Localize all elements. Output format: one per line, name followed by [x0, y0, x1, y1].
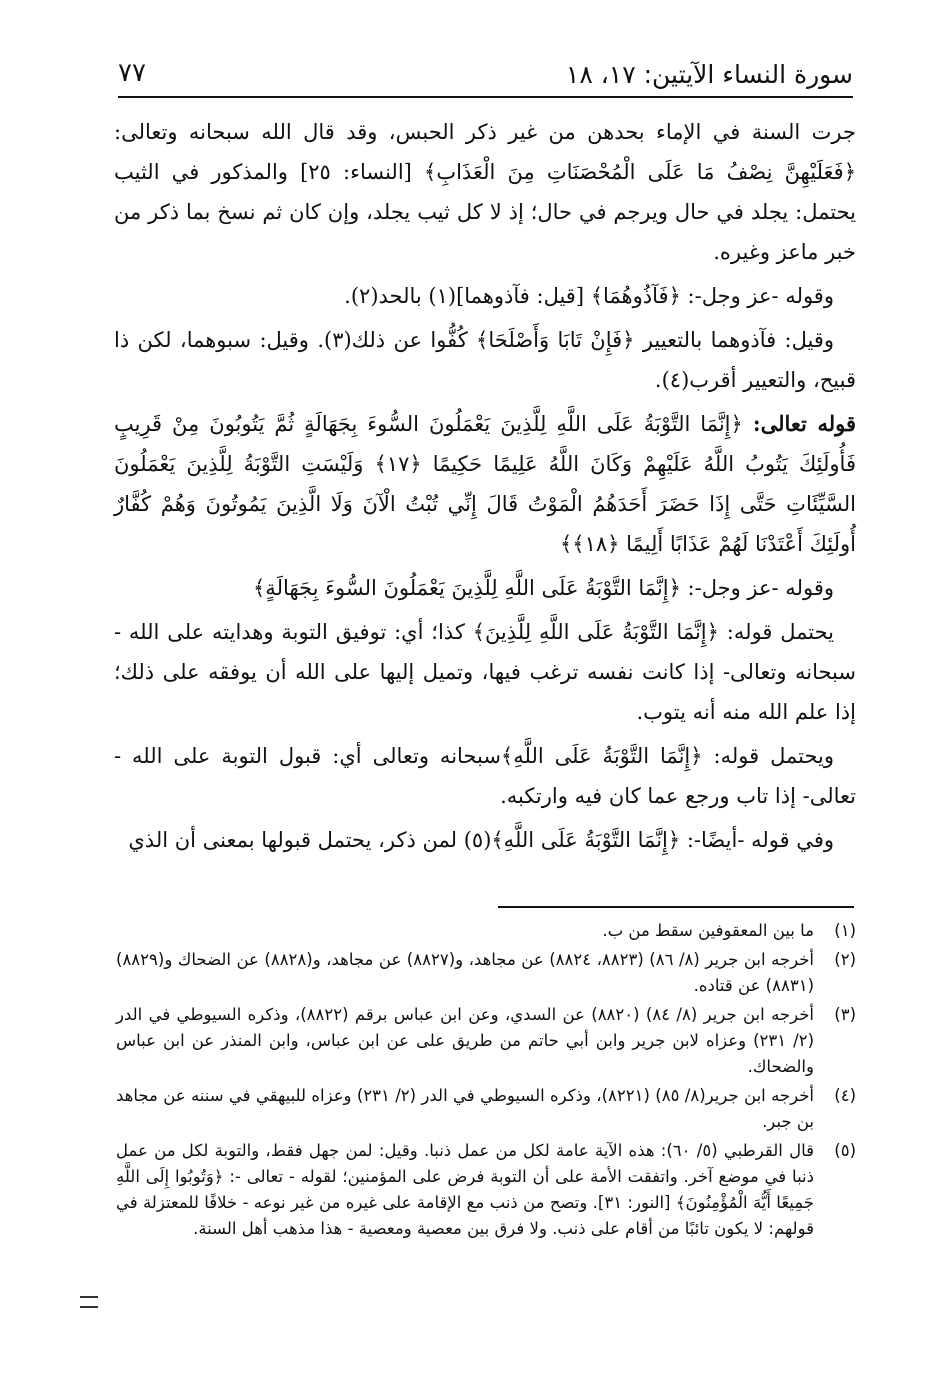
paragraph: وقيل: فآذوهما بالتعيير ﴿فَإِنْ تَابَا وَأَصْلَحَا﴾ كُفُّوا عن ذلك(٣). وقيل: سبوهما، لكن ذا قبيح، والتعيير أقرب(٤). [114, 328, 856, 392]
verse-text: ﴿إِنَّمَا التَّوْبَةُ عَلَى اللَّهِ لِلَّذِينَ يَعْمَلُونَ السُّوءَ بِجَهَالَةٍ ثُمَّ يَتُوبُونَ مِنْ قَرِيبٍ فَأُولَئِكَ يَتُوبُ اللَّهُ عَلَيْهِمْ وَكَانَ اللَّهُ عَلِيمًا حَكِيمًا ﴿١٧﴾ وَلَيْسَتِ التَّوْبَةُ لِلَّذِينَ يَعْمَلُونَ السَّيِّئَاتِ حَتَّى إِذَا حَضَرَ أَحَدَهُمُ الْمَوْتُ قَالَ إِنِّي تُبْتُ الْآنَ وَلَا الَّذِينَ يَمُوتُونَ وَهُمْ كُفَّارٌ أُولَئِكَ أَعْتَدْنَا لَهُمْ عَذَابًا أَلِيمًا ﴿١٨﴾﴾ [114, 412, 856, 556]
footnote [116, 1083, 856, 1135]
footnote-text: ما بين المعقوفين سقط من ب. [602, 921, 814, 940]
footnote-number: (١) [834, 921, 856, 940]
footnote-number: (٤) [834, 1086, 856, 1105]
running-title: سورة النساء الآيتين: ١٧، ١٨ [565, 60, 853, 89]
footnote-divider [498, 906, 854, 908]
paragraph: وقوله -عز وجل-: ﴿فَآذُوهُمَا﴾ [قيل: فآذوهما](١) بالحد(٢). [344, 284, 834, 308]
footnote-number: (٢) [834, 950, 856, 969]
paragraph: جرت السنة في الإماء بحدهن من غير ذكر الحبس، وقد قال الله سبحانه وتعالى: ﴿فَعَلَيْهِنَّ نِصْفُ مَا عَلَى الْمُحْصَنَاتِ مِنَ الْعَذَابِ﴾ [النساء: ٢٥] والمذكور في الثيب يحتمل: يجلد في حال ويرجم في حال؛ إذ لا كل ثيب يجلد، وإن كان ثم نسخ بما ذكر من خبر ماعز وغيره. [114, 120, 856, 264]
paragraph: وفي قوله -أيضًا-: ﴿إِنَّمَا التَّوْبَةُ عَلَى اللَّهِ﴾(٥) لمن ذكر، يحتمل قبولها بمعنى أن الذي [128, 828, 834, 852]
footnote [116, 1138, 856, 1242]
main-text [114, 112, 856, 897]
footnote-text: أخرجه ابن جرير(٨/ ٨٥) (٨٢٢١)، وذكره السيوطي في الدر (٢/ ٢٣١) وعزاه للبيهقي في سننه عن مجاهد بن جبر. [116, 1086, 815, 1131]
page-header [118, 52, 853, 98]
paragraph: ويحتمل قوله: ﴿إِنَّمَا التَّوْبَةُ عَلَى اللَّهِ﴾سبحانه وتعالى أي: قبول التوبة على الله - تعالى- إذا تاب ورجع عما كان فيه وارتكبه. [114, 744, 856, 808]
footnote [116, 918, 856, 944]
margin-mark [80, 1296, 98, 1308]
paragraph: يحتمل قوله: ﴿إِنَّمَا التَّوْبَةُ عَلَى اللَّهِ لِلَّذِينَ﴾ كذا؛ أي: توفيق التوبة وهدايته على الله - سبحانه وتعالى- إذا كانت نفسه ترغب فيها، وتميل إليها على الله أن يوفقه على ذلك؛ إذا علم الله منه أنه يتوب. [114, 620, 856, 724]
paragraph: وقوله -عز وجل-: ﴿إِنَّمَا التَّوْبَةُ عَلَى اللَّهِ لِلَّذِينَ يَعْمَلُونَ السُّوءَ بِجَهَالَةٍ﴾ [253, 576, 834, 600]
footnote-text: أخرجه ابن جرير (٨/ ٨٤) (٨٨٢٠) عن السدي، وعن ابن عباس برقم (٨٨٢٢)، وذكره السيوطي في الدر (٢/ ٢٣١) وعزاه لابن جرير وابن أبي حاتم من طريق على عن ابن عباس، وابن المنذر عن ابن عباس والضحاك. [116, 1005, 815, 1076]
footnote-text: قال القرطبي (٥/ ٦٠): هذه الآية عامة لكل من عمل ذنبا. وقيل: لمن جهل فقط، والتوبة لكل من عمل ذنبا في موضع آخر. واتفقت الأمة على أن التوبة فرض على المؤمنين؛ لقوله - تعالى -: ﴿وَتُوبُوا إِلَى اللَّهِ جَمِيعًا أَيُّهَ الْمُؤْمِنُونَ﴾ [النور: ٣١]. وتصح من ذنب مع الإقامة على غيره من غير نوعه - خلافًا للمعتزلة في قولهم: لا يكون تائبًا من أقام على ذنب. ولا فرق بين معصية ومعصية - هذا مذهب أهل السنة. [116, 1141, 815, 1238]
footnote [116, 947, 856, 999]
verse-lead: قوله تعالى: [752, 411, 856, 436]
footnote [116, 1002, 856, 1080]
verse-block [114, 404, 856, 564]
footnotes [116, 918, 856, 1245]
footnote-number: (٥) [834, 1141, 856, 1160]
footnote-number: (٣) [834, 1005, 856, 1024]
page-number: ٧٧ [118, 58, 146, 88]
footnote-text: أخرجه ابن جرير (٨/ ٨٦) (٨٨٢٣، ٨٨٢٤) عن مجاهد، و(٨٨٢٧) عن مجاهد، و(٨٨٢٨) عن الضحاك و(٨٨٢٩) (٨٨٣١) عن قتاده. [116, 950, 815, 995]
